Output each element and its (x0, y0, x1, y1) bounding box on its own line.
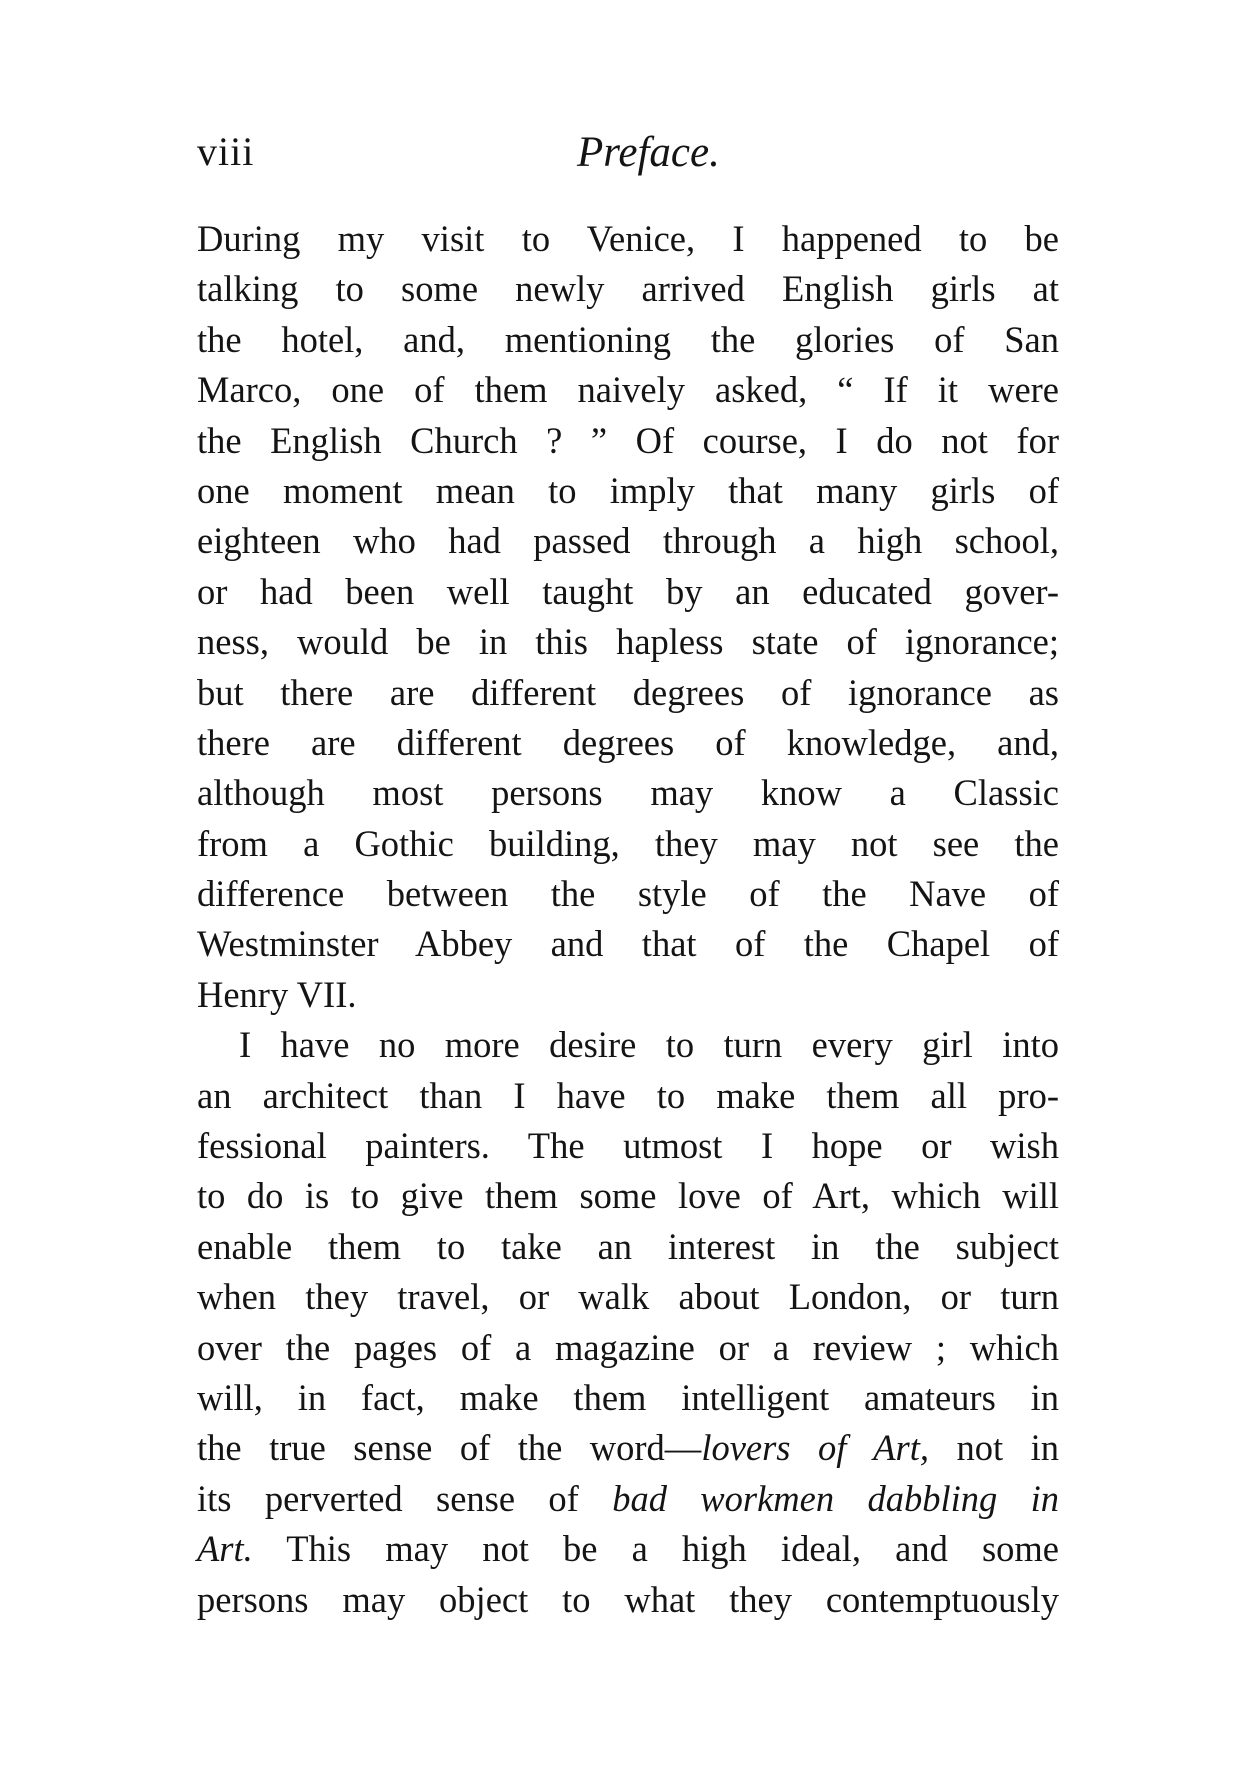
page-number: viii (197, 129, 255, 174)
text-line: I have no more desire to turn every girl into (239, 1024, 1059, 1066)
italic-run: lovers of Art, (701, 1427, 929, 1469)
text-run: its perverted sense of (197, 1477, 613, 1519)
text-line-mixed (197, 1423, 1059, 1473)
text-line: when they travel, or walk about London, or turn (197, 1276, 1059, 1318)
text-line: to do is to give them some love of Art, which will (197, 1175, 1059, 1217)
paragraph-1 (197, 214, 1059, 1020)
text-run: the true sense of the word— (197, 1427, 702, 1469)
text-line: Westminster Abbey and that of the Chapel of (197, 923, 1059, 965)
text-line: an architect than I have to make them all pro- (197, 1074, 1059, 1116)
text-line: eighteen who had passed through a high school, (197, 520, 1059, 562)
text-line-mixed (197, 1524, 1059, 1574)
text-line: although most persons may know a Classic (197, 772, 1059, 814)
text-line: persons may object to what they contemptuously (197, 1578, 1059, 1620)
running-title: Preface. (577, 129, 720, 176)
text-line: over the pages of a magazine or a review ; which (197, 1326, 1059, 1368)
text-line: will, in fact, make them intelligent amateurs in (197, 1376, 1059, 1418)
text-line: ness, would be in this hapless state of ignorance; (197, 621, 1059, 663)
body-text (197, 214, 1059, 1625)
text-line: talking to some newly arrived English girls at (197, 268, 1059, 310)
text-line: Marco, one of them naively asked, “ If it were (197, 369, 1059, 411)
text-run: This may not be a high ideal, and some (252, 1528, 1059, 1570)
text-line: one moment mean to imply that many girls of (197, 469, 1059, 511)
text-line-mixed (197, 1474, 1059, 1524)
text-run: not in (928, 1427, 1059, 1469)
page-header (197, 128, 1059, 188)
text-line: but there are different degrees of ignorance as (197, 671, 1059, 713)
italic-run: bad workmen dabbling in (612, 1477, 1059, 1519)
italic-run: Art. (197, 1528, 253, 1570)
text-line: or had been well taught by an educated gover- (197, 570, 1059, 612)
text-line: the hotel, and, mentioning the glories of San (197, 318, 1059, 360)
text-line: During my visit to Venice, I happened to be (197, 218, 1059, 259)
text-line: Henry VII. (197, 973, 357, 1015)
text-line: enable them to take an interest in the subject (197, 1225, 1059, 1267)
text-line: difference between the style of the Nave of (197, 873, 1059, 915)
text-line: there are different degrees of knowledge, and, (197, 721, 1059, 763)
text-line: from a Gothic building, they may not see the (197, 822, 1059, 864)
text-line: fessional painters. The utmost I hope or wish (197, 1125, 1059, 1167)
text-line: the English Church ? ” Of course, I do not for (197, 419, 1059, 461)
paragraph-2 (197, 1020, 1059, 1625)
